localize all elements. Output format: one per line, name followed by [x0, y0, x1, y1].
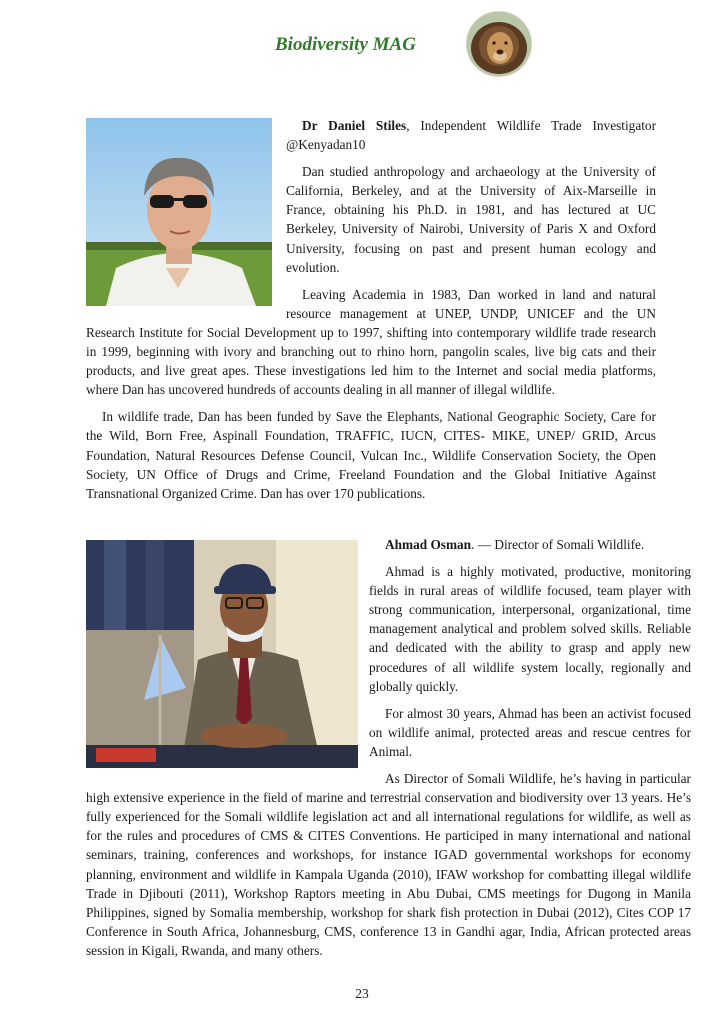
profile-paragraph: Leaving Academia in 1983, Dan worked in land and natural resource management at UNEP, UNDP, UNICEF and the UN Research Institute for Social Development up to 1997, shifting into contemporary wildlife trade research in 1999, beginning with ivory and branching out to rhino horn, pangolin scales, live big cats and their products, and live great apes. These investigations led him to the Internet and social media platforms, where Dan has uncovered hundreds of accounts dealing in all manner of illegal wildlife. — [86, 286, 656, 398]
profile-ahmad-osman — [86, 535, 691, 968]
profile-role: . — Director of Somali Wildlife. — [471, 537, 645, 552]
profile-name: Dr Daniel Stiles — [302, 118, 407, 133]
magazine-title: Biodiversity MAG — [275, 34, 416, 55]
profile-paragraph: Ahmad is a highly motivated, productive, monitoring fields in rural areas of wildlife focused, team player with strong communication, interpersonal, organizational, time management analytical and problem solved skills. Reliable and dedicated with the ability to grasp and apply new procedures of all wildlife system locally, regionally and globally quickly. — [369, 564, 691, 694]
profile-role: , Independent Wildlife Trade Investigator @Kenyadan10 — [286, 118, 656, 153]
profile-name: Ahmad Osman — [385, 537, 472, 552]
portrait-man-at-table-with-flag-icon — [86, 540, 358, 768]
profile-paragraph: Dan studied anthropology and archaeology at the University of California, Berkeley, and at the University of Aix-Marseille in France, obtaining his Ph.D. in 1981, and has lectured at UC Berkeley, University of Nairobi, University of Paris X and Oxford University, focusing on past and present human ecology and evolution. — [286, 164, 656, 275]
profile-paragraph: In wildlife trade, Dan has been funded by Save the Elephants, National Geographic Society, Care for the Wild, Born Free, Aspinall Foundation, TRAFFIC, IUCN, CITES- MIKE, UNEP/ GRID, Arcus Foundation, Natural Resources Defense Council, Vulcan Inc., Wildlife Conservation Society, the Open Society, UN Office of Drugs and Crime, Freeland Foundation and the Global Initiative Against Transnational Organized Crime. Dan has over 170 publications. — [86, 409, 656, 501]
profile-paragraph: For almost 30 years, Ahmad has been an activist focused on wildlife animal, protected areas and rescue centres for Animal. — [369, 705, 691, 759]
profile-paragraph: As Director of Somali Wildlife, he’s having in particular high extensive experience in the field of marine and terrestrial conservation and biodiversity over 13 years. He’s fully experienced for the Somali wildlife legislation act and all international regulations for wildlife, as well as for the rules and procedures of CMS & CITES Conventions. He participed in many international and national seminars, training, conferences and workshops, for instance IGAD governmental workshops for economy planning, environment and wildlife in Kampala Uganda (2010), IFAW workshop for combatting illegal wildlife Trade in Djibouti (2011), Workshop Raptors meeting in Abu Dubai, CMS meetings for Dugong in Manila Philippines, signed by Somalia membership, workshop for shark fish protection in Dubai (2012), Cites COP 17 Conference in South Africa, Johannesburg, CMS, conference 13 in Gandhi agar, India, African protected areas session in Kigali, Rwanda, and many others. — [86, 771, 691, 958]
portrait-man-sunglasses-icon — [86, 118, 272, 306]
daniel-stiles-photo — [86, 118, 272, 306]
profile-daniel-stiles — [86, 116, 656, 511]
ahmad-osman-photo — [86, 540, 358, 768]
page-number: 23 — [355, 986, 369, 1001]
lion-head-logo-icon — [466, 11, 532, 77]
